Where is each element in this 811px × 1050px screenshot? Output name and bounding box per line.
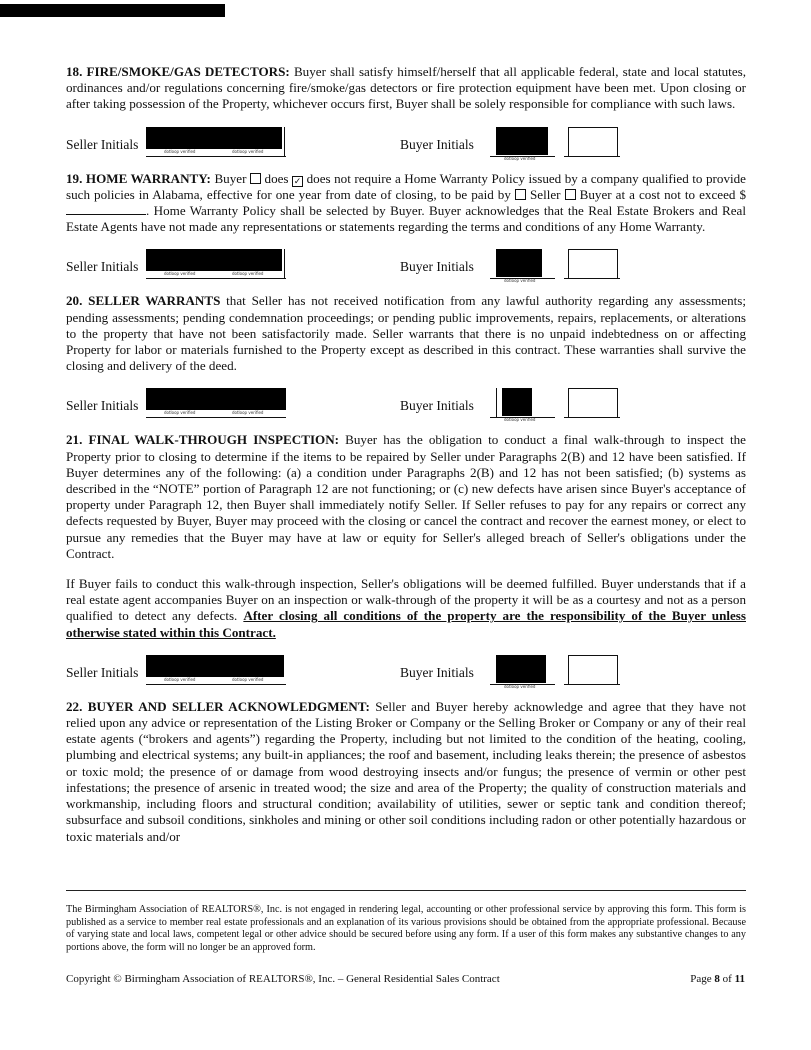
buyer-initials-label: Buyer Initials (400, 398, 474, 414)
seller-stamp-1: dotloop verified (164, 410, 196, 416)
seller-initials-redacted (146, 655, 284, 677)
seller-stamp-2: dotloop verified (232, 410, 264, 416)
initials-row-18 (66, 127, 746, 161)
buyer-initials-empty-box[interactable] (568, 388, 618, 418)
redaction-bar (0, 4, 225, 17)
buyer-stamp: dotloop verified (504, 417, 536, 423)
seller-initials-redacted (146, 127, 282, 149)
spacer (66, 562, 746, 576)
does-not-checkbox-checked[interactable]: ✓ (293, 175, 302, 186)
initials-row-19 (66, 249, 746, 283)
seller-initials-line-end (284, 249, 285, 278)
seller-initials-line (146, 156, 286, 157)
seller-stamp-1: dotloop verified (164, 676, 196, 682)
contract-body (66, 64, 746, 845)
buyer-initials-empty-box[interactable] (568, 655, 618, 685)
section-22-heading: 22. BUYER AND SELLER ACKNOWLEDGMENT: (66, 698, 370, 714)
seller-initials-label: Seller Initials (66, 398, 139, 414)
page-number (690, 973, 745, 985)
buyer-initials-empty-line (564, 684, 620, 685)
buyer-stamp: dotloop verified (504, 278, 536, 284)
buyer-pays-checkbox[interactable] (565, 189, 576, 200)
section-22-body: Seller and Buyer hereby acknowledge and agree that they have not relied upon any advice or representation of the Listing Broker or Company or the Selling Broker or Company or any of their real estate agents (“brokers and agents”) regarding the Property, including but not limited to the condition of the heating, cooling, plumbing and electrical systems; any built-in appliances; the roof and basement, including leaks therein; the presence of asbestos or toxic mold; the presence of or damage from wood destroying insects and/or fungus; the presence of vermin or other pest infestations; the presence of arsenic in treated wood; the size and area of the Property; the quality of construction materials and workmanship, including floors and structural condition; availability of utilities, sewer or septic tank and condition thereof; subsurface and subsoil conditions, sinkholes and mining or other soil conditions including radon or other potentially hazardous or toxic materials and/or (66, 698, 746, 844)
seller-pays-label: Seller (530, 186, 561, 202)
copyright-line: Copyright © Birmingham Association of REALTORS®, Inc. – General Residential Sales Contract (66, 973, 500, 985)
section-19-heading: 19. HOME WARRANTY: (66, 170, 211, 186)
seller-initials-label: Seller Initials (66, 664, 139, 680)
does-checkbox[interactable] (250, 173, 261, 184)
buyer-initials-empty-box[interactable] (568, 127, 618, 157)
page-of: of (722, 973, 732, 985)
section-21-heading: 21. FINAL WALK-THROUGH INSPECTION: (66, 432, 340, 448)
seller-stamp-1: dotloop verified (164, 148, 196, 154)
footer-disclaimer (66, 890, 746, 954)
seller-initials-label: Seller Initials (66, 259, 139, 275)
seller-pays-checkbox[interactable] (515, 189, 526, 200)
section-19-buyer: Buyer (214, 170, 247, 186)
buyer-initials-empty-line (564, 278, 620, 279)
seller-stamp-2: dotloop verified (232, 148, 264, 154)
does-label: does (264, 170, 289, 186)
section-20 (66, 293, 746, 374)
page-total: 11 (734, 973, 745, 985)
does-not-label: does not require a Home Warranty Policy issued by a company qualified to provide such policies in Alabama, effective for one year from date of closing, to be paid by (66, 170, 746, 202)
initials-row-20 (66, 388, 746, 422)
seller-initials-label: Seller Initials (66, 136, 139, 152)
buyer-initials-redacted (496, 249, 542, 277)
warranty-cost-field[interactable] (66, 204, 146, 215)
section-20-heading: 20. SELLER WARRANTS (66, 293, 221, 309)
section-21-emphasis: After closing all conditions of the property are the responsibility of the Buyer unless otherwise stated within this Contract. (66, 608, 746, 640)
section-18-body: Buyer shall satisfy himself/herself that all applicable federal, state and local statutes, ordinances and/or regulations concerning fire/smoke/gas detectors or fire protection equipment have been met. Upon closing or after taking possession of the Property, whichever occurs first, Buyer shall be solely responsible for compliance with such laws. (66, 64, 747, 112)
buyer-pays-label: Buyer at a cost not to exceed $ (579, 186, 747, 202)
section-21-body: Buyer has the obligation to conduct a final walk-through to inspect the Property prior to closing to determine if the items to be repaired by Seller under Paragraphs 2(B) and 12 have been satisfied. If Buyer determines any of the following: (a) a condition under Paragraphs 2(B) and 12 has not been satisfied; (b) systems as described in the “NOTE” portion of Paragraph 12 are not functioning; or (c) new defects have arisen since Buyer's acceptance of property under Paragraph 12, then Buyer shall immediately notify Seller. If Seller refuses to pay for any repairs or correct any defects requested by Buyer, Buyer may proceed with the closing or cancel the contract and recover the earnest money, or elect to pursue any remedies that the Buyer may have at law or equity for Seller's alleged breach of Seller's obligations under the Contract. (66, 432, 746, 561)
page-prefix: Page (690, 973, 712, 985)
buyer-initials-redacted (496, 655, 546, 683)
section-20-body: that Seller has not received notification from any lawful authority regarding any assessments; pending assessments; pending condemnation proceedings; or pending public improvements, repairs, replacements, or alterations to the property that have not been satisfactorily made. Seller warrants that there is no unpaid indebtedness on or affecting Property for labor or materials furnished to the Property except as described in this contract. These warranties shall survive the closing and delivery of the deed. (66, 293, 746, 374)
section-21 (66, 432, 746, 562)
seller-initials-redacted (146, 249, 282, 271)
buyer-initials-redacted (496, 127, 548, 155)
buyer-initials-label: Buyer Initials (400, 664, 474, 680)
seller-initials-line-end (284, 127, 285, 156)
section-18 (66, 64, 746, 113)
seller-stamp-2: dotloop verified (232, 676, 264, 682)
initials-row-21 (66, 655, 746, 689)
seller-initials-line (146, 278, 286, 279)
buyer-initials-empty-line (564, 417, 620, 418)
buyer-stamp: dotloop verified (504, 683, 536, 689)
section-22 (66, 699, 746, 845)
disclaimer-text: The Birmingham Association of REALTORS®, Inc. is not engaged in rendering legal, accounting or other professional service by approving this form. This form is published as a service to member real estate professionals and an explanation of its various provisions should be obtained from the appropriate professional. Because of varying state and local laws, competent legal or other advice should be secured before using any form. If a user of this form makes any substantive changes to any portions above, the form will no longer be an approved form. (66, 904, 746, 953)
page-current: 8 (714, 973, 720, 985)
section-19 (66, 171, 746, 236)
seller-initials-line (146, 417, 286, 418)
section-21-body2: If Buyer fails to conduct this walk-through inspection, Seller's obligations will be deemed fulfilled. Buyer understands that if a real estate agent accompanies Buyer on an inspection or walk-through of the property it will be as a courtesy and not as a person qualified to detect any defects. (66, 576, 746, 624)
seller-stamp-1: dotloop verified (164, 271, 196, 277)
section-21-continued (66, 576, 746, 641)
buyer-initials-redacted (502, 388, 532, 416)
buyer-initials-label: Buyer Initials (400, 259, 474, 275)
seller-initials-redacted (146, 388, 286, 410)
buyer-stamp: dotloop verified (504, 155, 536, 161)
seller-stamp-2: dotloop verified (232, 271, 264, 277)
seller-initials-line (146, 684, 286, 685)
buyer-initials-line-start (496, 388, 497, 417)
buyer-initials-empty-box[interactable] (568, 249, 618, 279)
section-18-heading: 18. FIRE/SMOKE/GAS DETECTORS: (66, 64, 290, 79)
buyer-initials-empty-line (564, 156, 620, 157)
section-19-body: . Home Warranty Policy shall be selected by Buyer. Buyer acknowledges that the Real Estate Brokers and Real Estate Agents have not made any representations or statements regarding the terms and conditions of any Home Warranty. (66, 203, 746, 235)
buyer-initials-label: Buyer Initials (400, 136, 474, 152)
